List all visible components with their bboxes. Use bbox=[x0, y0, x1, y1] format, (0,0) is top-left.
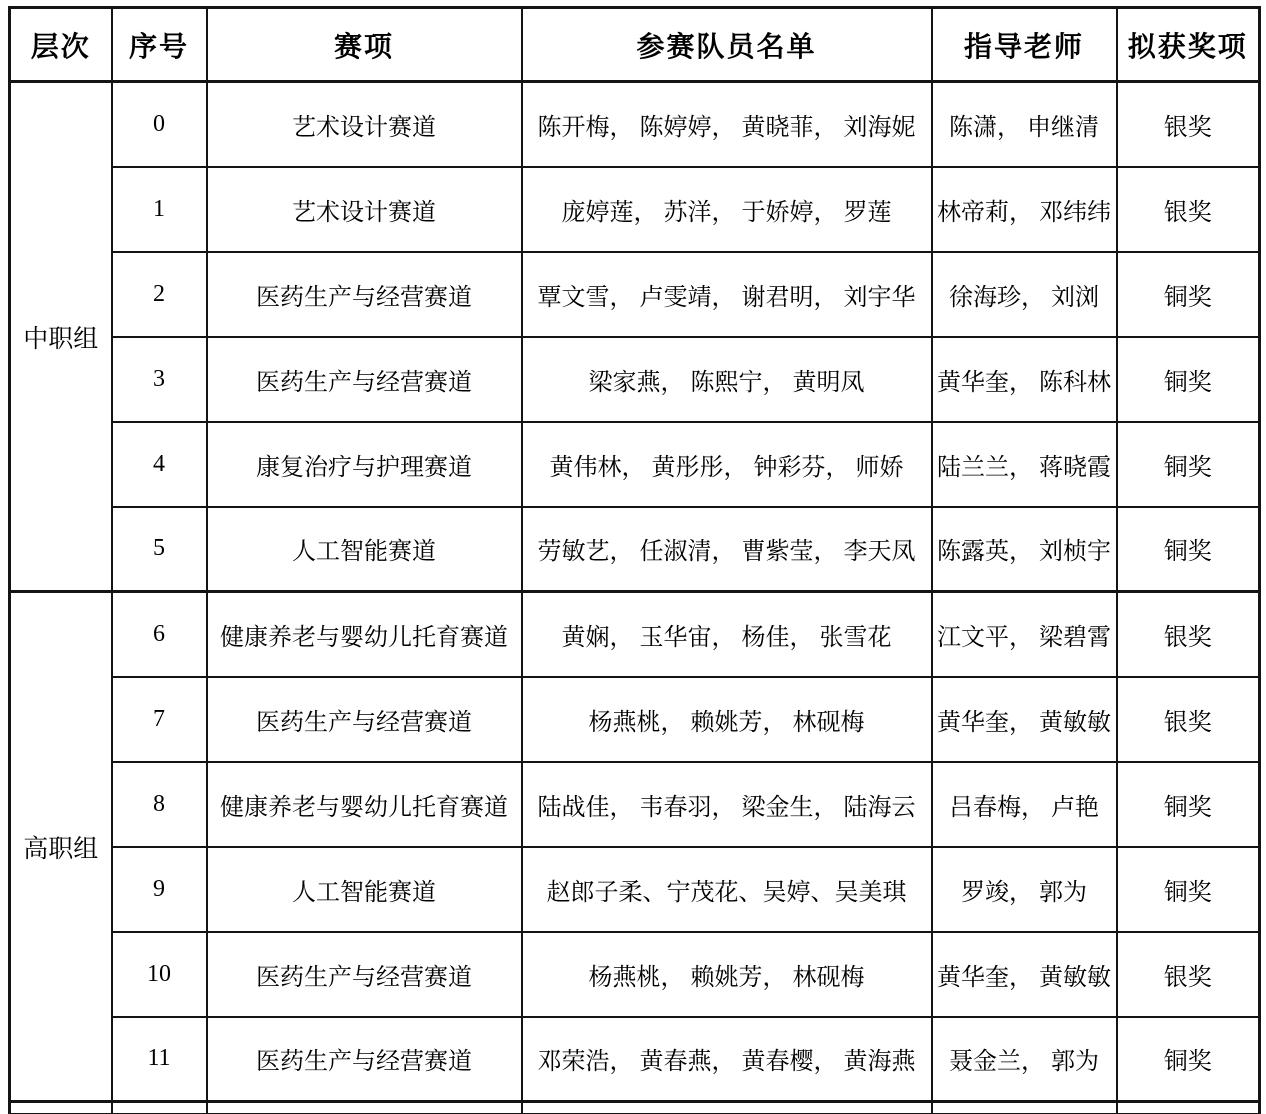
award-cell: 铜奖 bbox=[1117, 1017, 1260, 1102]
award-cell: 铜奖 bbox=[1117, 252, 1260, 337]
members-cell: 陈开梅， 陈婷婷， 黄晓菲， 刘海妮 bbox=[522, 82, 932, 167]
teachers-cell: 黄华奎， 陈科林 bbox=[932, 337, 1117, 422]
row-index-cell: 4 bbox=[112, 422, 207, 507]
row-index-cell: 9 bbox=[112, 847, 207, 932]
row-index-cell: 11 bbox=[112, 1017, 207, 1102]
table-row bbox=[10, 337, 1260, 422]
award-cell: 铜奖 bbox=[1117, 762, 1260, 847]
clipped-cell bbox=[207, 1102, 522, 1114]
members-cell: 黄娴， 玉华宙， 杨佳， 张雪花 bbox=[522, 592, 932, 677]
teachers-cell: 聂金兰， 郭为 bbox=[932, 1017, 1117, 1102]
row-index-cell: 3 bbox=[112, 337, 207, 422]
members-cell: 庞婷莲， 苏洋， 于娇婷， 罗莲 bbox=[522, 167, 932, 252]
event-cell: 健康养老与婴幼儿托育赛道 bbox=[207, 762, 522, 847]
award-cell: 银奖 bbox=[1117, 592, 1260, 677]
teachers-cell: 罗竣， 郭为 bbox=[932, 847, 1117, 932]
clipped-cell bbox=[522, 1102, 932, 1114]
table-row bbox=[10, 762, 1260, 847]
column-header-index: 序号 bbox=[112, 8, 207, 82]
event-cell: 健康养老与婴幼儿托育赛道 bbox=[207, 592, 522, 677]
row-index-cell: 2 bbox=[112, 252, 207, 337]
teachers-cell: 黄华奎， 黄敏敏 bbox=[932, 677, 1117, 762]
table-row bbox=[10, 422, 1260, 507]
event-cell: 医药生产与经营赛道 bbox=[207, 932, 522, 1017]
event-cell: 人工智能赛道 bbox=[207, 847, 522, 932]
teachers-cell: 陈潇， 申继清 bbox=[932, 82, 1117, 167]
award-cell: 铜奖 bbox=[1117, 847, 1260, 932]
award-table bbox=[8, 6, 1261, 1114]
members-cell: 覃文雪， 卢雯靖， 谢君明， 刘宇华 bbox=[522, 252, 932, 337]
members-cell: 劳敏艺， 任淑清， 曹紫莹， 李天凤 bbox=[522, 507, 932, 592]
clipped-row bbox=[10, 1102, 1260, 1114]
event-cell: 艺术设计赛道 bbox=[207, 82, 522, 167]
row-index-cell: 5 bbox=[112, 507, 207, 592]
level-group-cell: 中职组 bbox=[10, 82, 112, 592]
award-cell: 银奖 bbox=[1117, 82, 1260, 167]
award-cell: 银奖 bbox=[1117, 677, 1260, 762]
members-cell: 杨燕桃， 赖姚芳， 林砚梅 bbox=[522, 932, 932, 1017]
teachers-cell: 林帝莉， 邓纬纬 bbox=[932, 167, 1117, 252]
event-cell: 医药生产与经营赛道 bbox=[207, 677, 522, 762]
row-index-cell: 10 bbox=[112, 932, 207, 1017]
table-row bbox=[10, 82, 1260, 167]
members-cell: 黄伟林， 黄彤彤， 钟彩芬， 师娇 bbox=[522, 422, 932, 507]
members-cell: 陆战佳， 韦春羽， 梁金生， 陆海云 bbox=[522, 762, 932, 847]
award-cell: 铜奖 bbox=[1117, 422, 1260, 507]
table-row bbox=[10, 507, 1260, 592]
header-row bbox=[10, 8, 1260, 82]
column-header-level: 层次 bbox=[10, 8, 112, 82]
teachers-cell: 吕春梅， 卢艳 bbox=[932, 762, 1117, 847]
table-row bbox=[10, 932, 1260, 1017]
award-cell: 铜奖 bbox=[1117, 507, 1260, 592]
row-index-cell: 8 bbox=[112, 762, 207, 847]
event-cell: 医药生产与经营赛道 bbox=[207, 1017, 522, 1102]
event-cell: 医药生产与经营赛道 bbox=[207, 337, 522, 422]
award-cell: 银奖 bbox=[1117, 932, 1260, 1017]
table-row bbox=[10, 677, 1260, 762]
teachers-cell: 陈露英， 刘桢宇 bbox=[932, 507, 1117, 592]
members-cell: 邓荣浩， 黄春燕， 黄春樱， 黄海燕 bbox=[522, 1017, 932, 1102]
table-row bbox=[10, 167, 1260, 252]
award-cell: 铜奖 bbox=[1117, 337, 1260, 422]
table-row bbox=[10, 847, 1260, 932]
column-header-members: 参赛队员名单 bbox=[522, 8, 932, 82]
row-index-cell: 0 bbox=[112, 82, 207, 167]
clipped-cell bbox=[1117, 1102, 1260, 1114]
row-index-cell: 7 bbox=[112, 677, 207, 762]
level-group-cell: 高职组 bbox=[10, 592, 112, 1102]
event-cell: 康复治疗与护理赛道 bbox=[207, 422, 522, 507]
teachers-cell: 徐海珍， 刘浏 bbox=[932, 252, 1117, 337]
clipped-cell bbox=[10, 1102, 112, 1114]
row-index-cell: 6 bbox=[112, 592, 207, 677]
teachers-cell: 黄华奎， 黄敏敏 bbox=[932, 932, 1117, 1017]
table-row bbox=[10, 1017, 1260, 1102]
event-cell: 医药生产与经营赛道 bbox=[207, 252, 522, 337]
members-cell: 赵郎子柔、宁茂花、吴婷、吴美琪 bbox=[522, 847, 932, 932]
teachers-cell: 江文平， 梁碧霄 bbox=[932, 592, 1117, 677]
table-row bbox=[10, 592, 1260, 677]
event-cell: 艺术设计赛道 bbox=[207, 167, 522, 252]
column-header-award: 拟获奖项 bbox=[1117, 8, 1260, 82]
award-cell: 银奖 bbox=[1117, 167, 1260, 252]
event-cell: 人工智能赛道 bbox=[207, 507, 522, 592]
members-cell: 梁家燕， 陈熙宁， 黄明凤 bbox=[522, 337, 932, 422]
teachers-cell: 陆兰兰， 蒋晓霞 bbox=[932, 422, 1117, 507]
clipped-cell bbox=[932, 1102, 1117, 1114]
row-index-cell: 1 bbox=[112, 167, 207, 252]
column-header-event: 赛项 bbox=[207, 8, 522, 82]
column-header-teachers: 指导老师 bbox=[932, 8, 1117, 82]
members-cell: 杨燕桃， 赖姚芳， 林砚梅 bbox=[522, 677, 932, 762]
clipped-cell bbox=[112, 1102, 207, 1114]
table-row bbox=[10, 252, 1260, 337]
